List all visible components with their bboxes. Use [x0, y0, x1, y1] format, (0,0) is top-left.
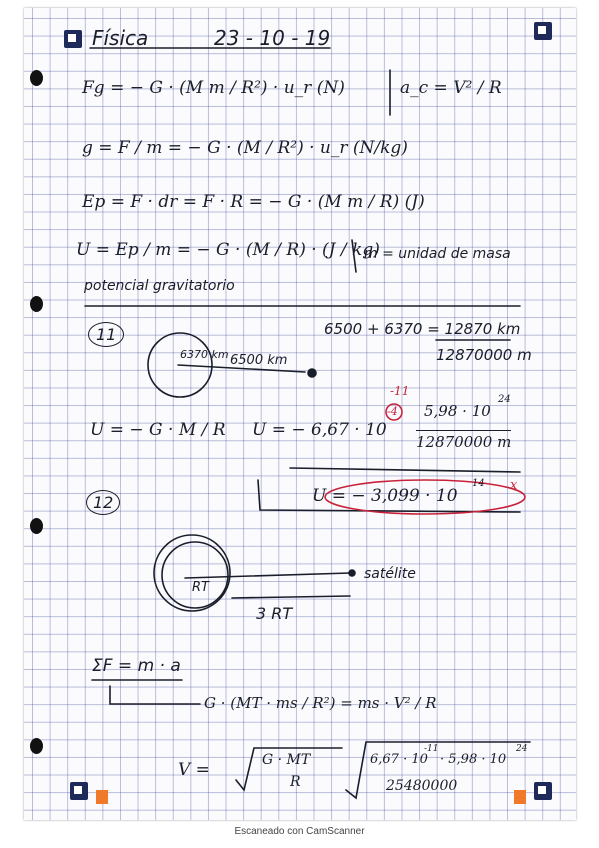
label-height: 6500 km [230, 353, 288, 368]
distance-meters: 12870000 m [436, 346, 532, 364]
velocity-num-exp2: 24 [516, 744, 528, 754]
formula-ep: Ep = F · dr = F · R = − G · (M m / R) (J) [82, 192, 425, 212]
problem-number: 12 [86, 490, 120, 515]
potential-label: potencial gravitatorio [84, 278, 235, 294]
velocity-label: V = [178, 760, 210, 780]
header-date: 23 - 10 - 19 [214, 26, 331, 50]
error-mark: x [510, 478, 518, 493]
exponent-wrong: -4 [387, 405, 398, 418]
scanner-footer: Escaneado con CamScanner [234, 826, 365, 837]
velocity-den: 25480000 [386, 778, 458, 794]
formula-u-general: U = − G · M / R [90, 420, 226, 440]
result-u: U = − 3,099 · 10 [312, 486, 458, 506]
numerator: 5,98 · 10 [424, 402, 491, 420]
formula-g: g = F / m = − G · (M / R²) · u_r (N/kg) [82, 138, 408, 158]
label-rt: RT [192, 580, 209, 595]
velocity-frac-den: R [290, 774, 301, 790]
formula-u-values: U = − 6,67 · 10 [252, 420, 387, 440]
velocity-num: 6,67 · 10 [370, 752, 428, 767]
label-satellite: satélite [364, 566, 416, 582]
sigma-equation: ΣF = m · a [92, 656, 181, 676]
header-subject: Física [92, 26, 149, 50]
unit-note: m = unidad de masa [364, 246, 511, 262]
formula-ac: a_c = V² / R [400, 78, 502, 98]
velocity-num-exp: -11 [424, 744, 439, 754]
orbit-equation: G · (MT · ms / R²) = ms · V² / R [204, 694, 437, 712]
formula-fg: Fg = − G · (M m / R²) · u_r (N) [82, 78, 345, 98]
label-3rt: 3 RT [256, 604, 293, 623]
label-radius: 6370 km [180, 348, 229, 361]
velocity-num-mid: · 5,98 · 10 [440, 752, 507, 767]
result-exponent: 14 [472, 478, 485, 489]
formula-u: U = Ep / m = − G · (M / R) · (J / kg) [76, 240, 380, 260]
denominator: 12870000 m [416, 430, 511, 451]
velocity-frac-num: G · MT [262, 752, 311, 768]
exponent-correction: -11 [390, 384, 410, 398]
numerator-exponent: 24 [498, 394, 511, 405]
problem-number: 11 [88, 322, 124, 347]
distance-sum: 6500 + 6370 = 12870 km [324, 320, 521, 338]
